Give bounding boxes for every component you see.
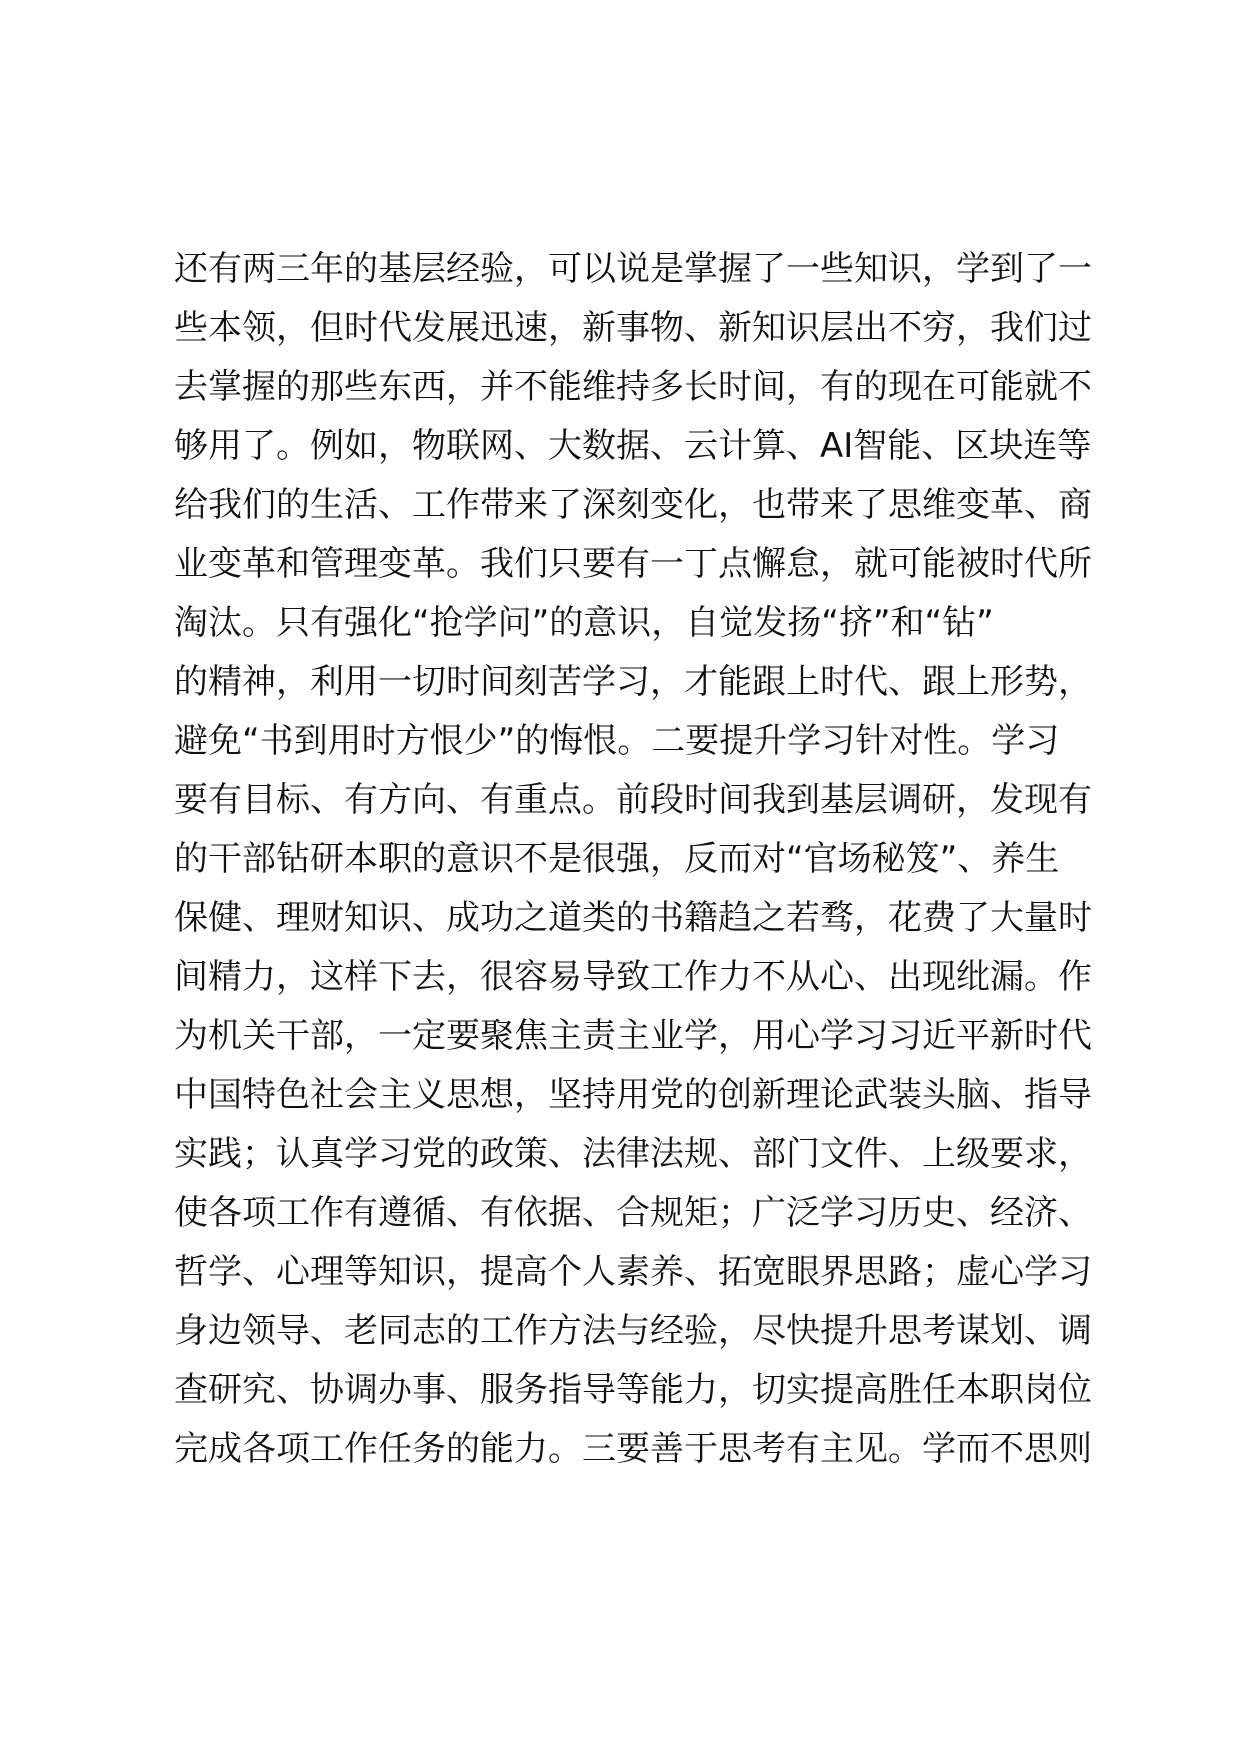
text-line: 给我们的生活、工作带来了深刻变化，也带来了思维变革、商 — [174, 485, 1092, 525]
text-line: 中国特色社会主义思想，坚持用党的创新理论武装头脑、指导 — [174, 1075, 1092, 1115]
text-line: 为机关干部，一定要聚焦主责主业学，用心学习习近平新时代 — [174, 1016, 1092, 1056]
body-text — [174, 240, 1114, 1479]
text-line: 实践；认真学习党的政策、法律法规、部门文件、上级要求， — [174, 1134, 1092, 1174]
text-line: 的精神，利用一切时间刻苦学习，才能跟上时代、跟上形势， — [174, 662, 1092, 702]
text-line: 使各项工作有遵循、有依据、合规矩；广泛学习历史、经济、 — [174, 1193, 1092, 1233]
text-line: 间精力，这样下去，很容易导致工作力不从心、出现纰漏。作 — [174, 957, 1092, 997]
text-line: 身边领导、老同志的工作方法与经验，尽快提升思考谋划、调 — [174, 1311, 1092, 1351]
text-line: 还有两三年的基层经验，可以说是掌握了一些知识，学到了一 — [174, 249, 1092, 289]
text-line: 查研究、协调办事、服务指导等能力，切实提高胜任本职岗位 — [174, 1370, 1092, 1410]
text-line: 些本领，但时代发展迅速，新事物、新知识层出不穷，我们过 — [174, 308, 1092, 348]
text-line: 去掌握的那些东西，并不能维持多长时间，有的现在可能就不 — [174, 367, 1092, 407]
text-line: 够用了。例如，物联网、大数据、云计算、AI智能、区块连等 — [174, 426, 1092, 466]
text-line: 完成各项工作任务的能力。三要善于思考有主见。学而不思则 — [174, 1429, 1092, 1469]
text-line: 保健、理财知识、成功之道类的书籍趋之若骛，花费了大量时 — [174, 898, 1092, 938]
text-line: 哲学、心理等知识，提高个人素养、拓宽眼界思路；虚心学习 — [174, 1252, 1092, 1292]
text-line: 避免“书到用时方恨少”的悔恨。二要提升学习针对性。学习 — [174, 721, 1060, 761]
text-line: 淘汰。只有强化“抢学问”的意识，自觉发扬“挤”和“钻” — [174, 603, 994, 643]
text-line: 业变革和管理变革。我们只要有一丁点懈怠，就可能被时代所 — [174, 544, 1092, 584]
text-line: 的干部钻研本职的意识不是很强，反而对“官场秘笈”、养生 — [174, 839, 1060, 879]
text-line: 要有目标、有方向、有重点。前段时间我到基层调研，发现有 — [174, 780, 1092, 820]
